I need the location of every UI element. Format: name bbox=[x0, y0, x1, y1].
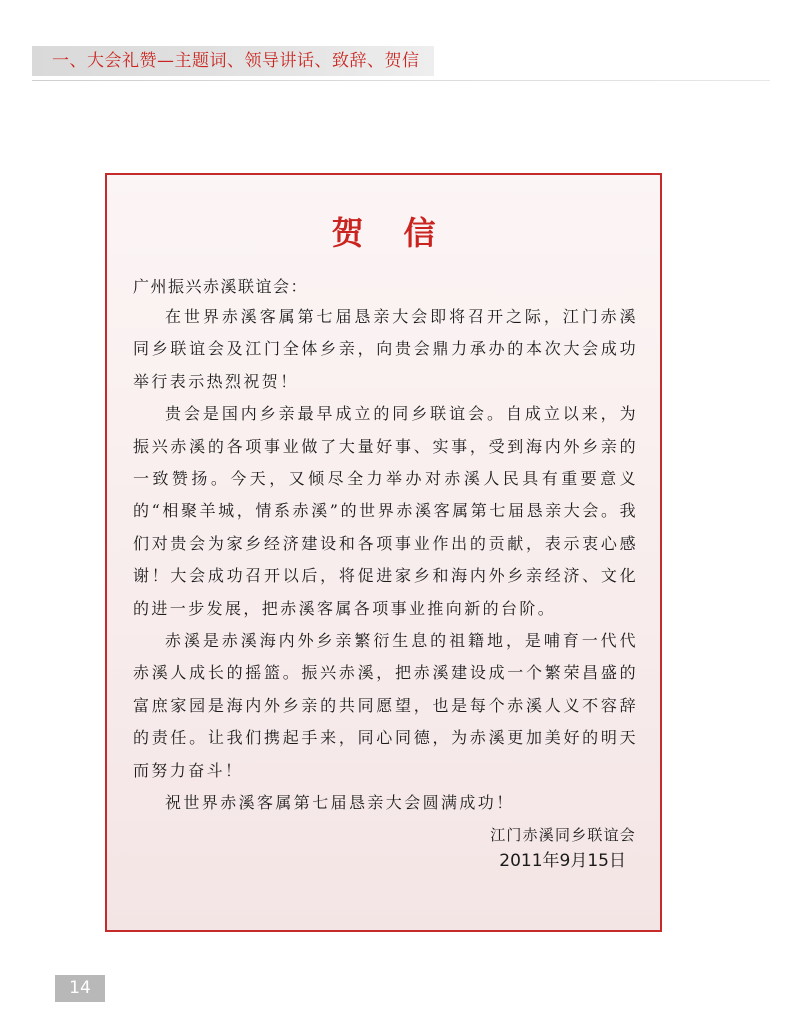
letter-paragraph: 祝世界赤溪客属第七届恳亲大会圆满成功！ bbox=[165, 793, 515, 813]
letter-paragraph: 贵会是国内乡亲最早成立的同乡联谊会。自成立以来，为振兴赤溪的各项事业做了大量好事、实事，受到海内外乡亲的一致赞扬。今天，又倾尽全力举办对赤溪人民具有重要意义的“相聚羊城，情系赤溪”的世界赤溪客属第七届恳亲大会。我们对贵会为家乡经济建设和各项事业作出的贡献，表示衷心感谢！大会成功召开以后，将促进家乡和海内外乡亲经济、文化的进一步发展，把赤溪客属各项事业推向新的台阶。 bbox=[133, 404, 638, 618]
section-title: 一、大会礼赞—主题词、领导讲话、致辞、贺信 bbox=[52, 51, 420, 71]
congratulatory-letter bbox=[105, 173, 662, 932]
letter-date: 2011年9月15日 bbox=[499, 851, 626, 871]
letter-signature: 江门赤溪同乡联谊会 bbox=[490, 826, 636, 844]
letter-paragraph: 在世界赤溪客属第七届恳亲大会即将召开之际，江门赤溪同乡联谊会及江门全体乡亲，向贵会鼎力承办的本次大会成功举行表示热烈祝贺！ bbox=[133, 307, 638, 391]
letter-title: 贺信 bbox=[331, 214, 476, 252]
letter-salutation: 广州振兴赤溪联谊会： bbox=[133, 277, 309, 296]
page-number: 14 bbox=[55, 975, 105, 1002]
letter-body bbox=[133, 301, 638, 820]
header-divider bbox=[32, 80, 770, 81]
letter-paragraph: 赤溪是赤溪海内外乡亲繁衍生息的祖籍地，是哺育一代代赤溪人成长的摇篮。振兴赤溪，把赤溪建设成一个繁荣昌盛的富庶家园是海内外乡亲的共同愿望，也是每个赤溪人义不容辞的责任。让我们携起手来，同心同德，为赤溪更加美好的明天而努力奋斗！ bbox=[133, 631, 638, 780]
